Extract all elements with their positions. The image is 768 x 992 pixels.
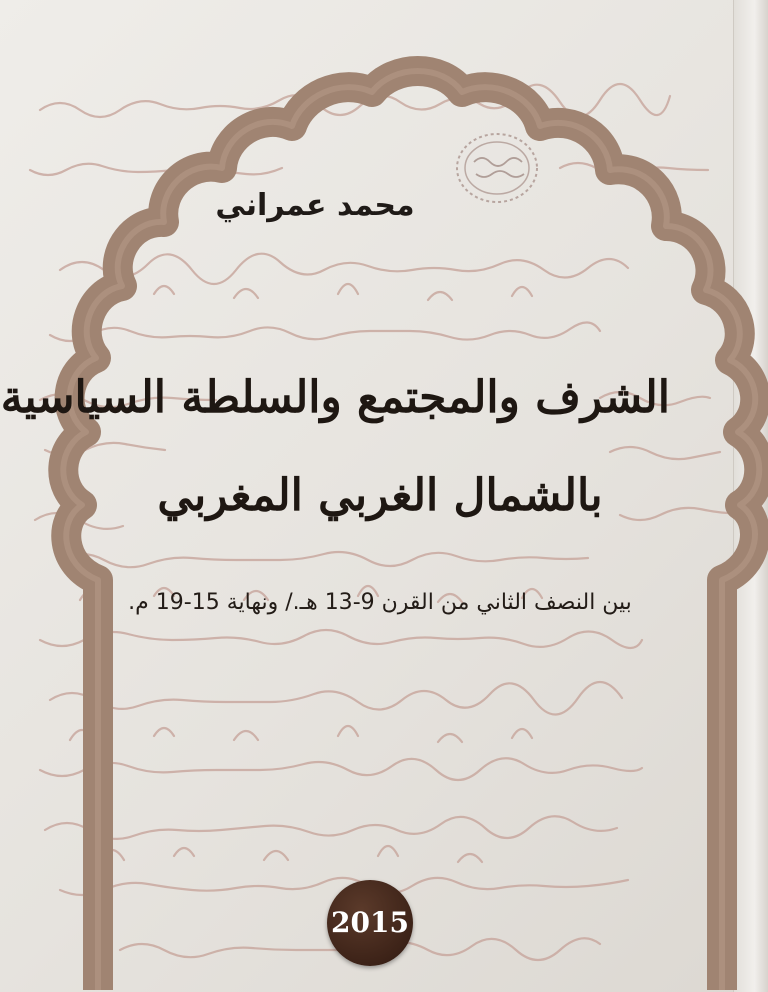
- author-name: محمد عمراني: [215, 188, 415, 223]
- book-title-line-2: بالشمال الغربي المغربي: [157, 470, 603, 521]
- round-seal-icon: [452, 128, 542, 208]
- year-badge: [327, 880, 413, 966]
- publication-year: 2015: [331, 906, 409, 939]
- book-title-line-1: الشرف والمجتمع والسلطة السياسية: [0, 372, 670, 423]
- book-subtitle: بين النصف الثاني من القرن 9-13 هـ./ ونهاية 15-19 م.: [128, 590, 632, 615]
